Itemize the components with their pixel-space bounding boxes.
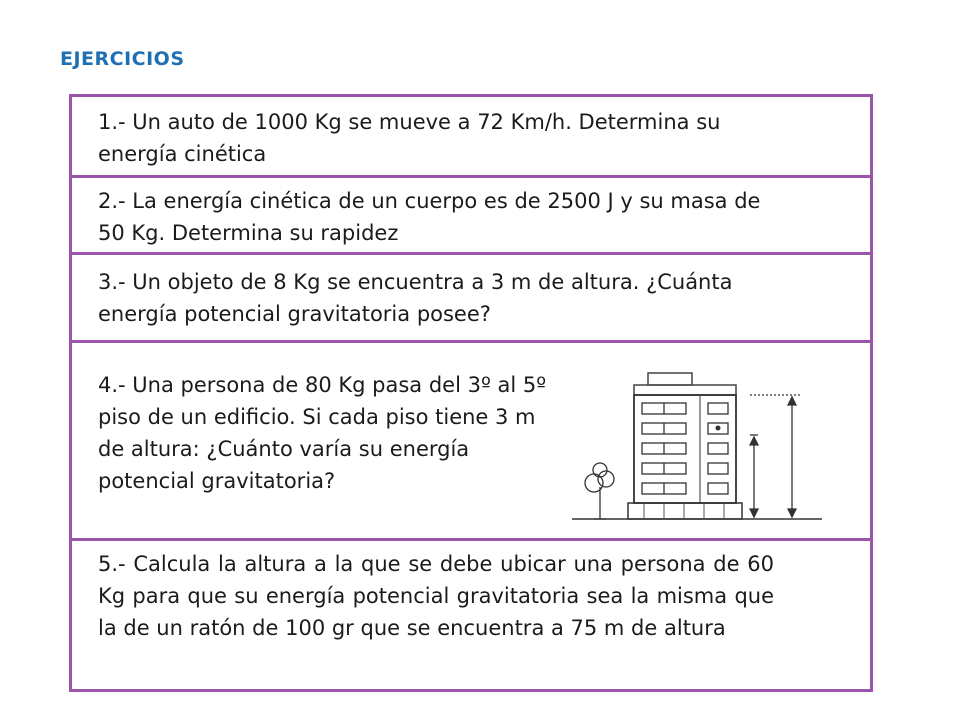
exercise-5-text: 5.- Calcula la altura a la que se debe ubicar una persona de 60 Kg para que su energía potencial gravitatoria sea la misma que la de un ratón de 100 gr que se encuentra a 75 m de altura [98, 552, 774, 640]
exercise-3-text: 3.- Un objeto de 8 Kg se encuentra a 3 m de altura. ¿Cuánta energía potencial gravitatoria posee? [98, 270, 733, 326]
page-heading: EJERCICIOS [60, 48, 185, 70]
building-icon [572, 359, 842, 529]
exercise-row-2 [72, 178, 870, 255]
exercise-2-text: 2.- La energía cinética de un cuerpo es de 2500 J y su masa de 50 Kg. Determina su rapidez [98, 189, 761, 245]
exercise-4-text: 4.- Una persona de 80 Kg pasa del 3º al 5º piso de un edificio. Si cada piso tiene 3 m de altura: ¿Cuánto varía su energía potencial gravitatoria? [98, 373, 547, 493]
exercise-row-5 [72, 541, 870, 689]
exercise-row-3 [72, 255, 870, 343]
exercise-sheet [69, 94, 873, 692]
exercise-row-1 [72, 97, 870, 178]
exercise-row-4 [72, 343, 870, 541]
exercise-1-text: 1.- Un auto de 1000 Kg se mueve a 72 Km/h. Determina su energía cinética [98, 110, 721, 166]
